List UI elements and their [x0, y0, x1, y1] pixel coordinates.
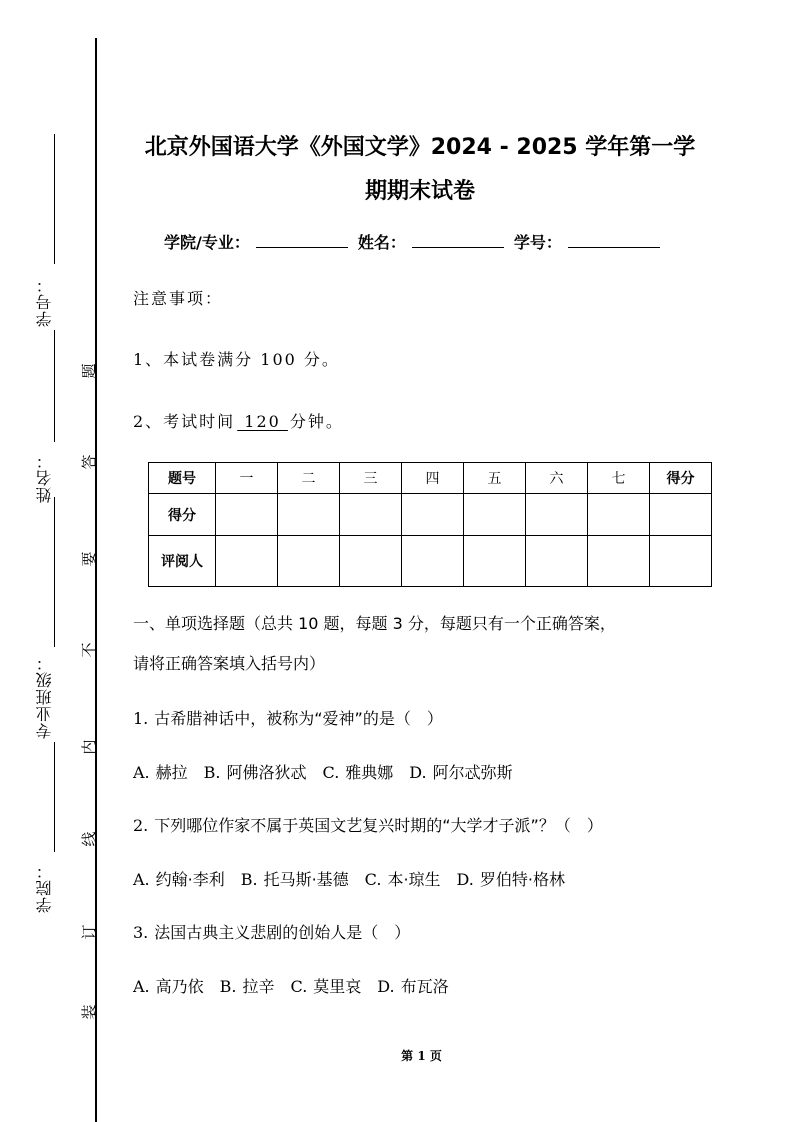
margin-rule-major-class: [54, 497, 55, 647]
seal-char: 不: [80, 642, 98, 658]
margin-label-major-class: 专业班级：: [35, 654, 54, 739]
grader-cell[interactable]: [216, 536, 278, 587]
question-1-options: [133, 760, 529, 783]
score-table-row-grader: [149, 536, 712, 587]
score-row-label: 得分: [149, 494, 216, 536]
question-text: 古希腊神话中，被称为“爱神”的是（ ）: [154, 709, 443, 728]
college-major-label: 学院/专业：: [164, 233, 250, 252]
seal-char: 答: [80, 454, 98, 470]
score-cell[interactable]: [216, 494, 278, 536]
score-table-header-cell: 四: [402, 463, 464, 494]
question-3: [133, 920, 410, 943]
score-table-header-cell: 三: [340, 463, 402, 494]
option-d[interactable]: D. 布瓦洛: [377, 977, 449, 996]
score-table-header-cell: 五: [464, 463, 526, 494]
score-cell[interactable]: [526, 494, 588, 536]
grader-cell[interactable]: [588, 536, 650, 587]
score-table-header-cell: 一: [216, 463, 278, 494]
question-3-options: [133, 974, 465, 997]
score-table-header-cell: 七: [588, 463, 650, 494]
college-major-blank[interactable]: [256, 232, 348, 248]
question-2: [133, 813, 603, 836]
margin-label-student-id: 学号：: [35, 276, 54, 327]
option-d[interactable]: D. 罗伯特·格林: [456, 870, 565, 889]
score-table: [148, 462, 712, 587]
score-table-row-score: [149, 494, 712, 536]
option-c[interactable]: C. 本·琼生: [364, 870, 441, 889]
option-b[interactable]: B. 阿佛洛狄忒: [203, 763, 307, 782]
score-cell[interactable]: [588, 494, 650, 536]
question-number: 3.: [133, 923, 149, 942]
name-label: 姓名：: [357, 233, 406, 252]
seal-char: 要: [80, 551, 98, 567]
option-c[interactable]: C. 雅典娜: [322, 763, 394, 782]
page-number: 第 1 页: [401, 1049, 442, 1063]
question-2-options: [133, 867, 581, 890]
grader-cell-total[interactable]: [650, 536, 712, 587]
question-number: 1.: [133, 709, 149, 728]
option-b[interactable]: B. 托马斯·基德: [240, 870, 349, 889]
grader-cell[interactable]: [278, 536, 340, 587]
score-cell[interactable]: [340, 494, 402, 536]
note-item-2-suffix: 分钟。: [289, 412, 344, 431]
student-id-blank[interactable]: [568, 232, 660, 248]
grader-cell[interactable]: [464, 536, 526, 587]
score-table-header-cell: 得分: [650, 463, 712, 494]
option-a[interactable]: A. 高乃依: [133, 977, 204, 996]
question-number: 2.: [133, 816, 149, 835]
seal-char: 内: [80, 739, 98, 755]
seal-char: 装: [80, 1004, 98, 1020]
exam-duration-value: 120: [237, 412, 288, 431]
exam-title-line2: 期期末试卷: [364, 179, 475, 204]
grader-cell[interactable]: [526, 536, 588, 587]
margin-label-name: 姓名：: [35, 452, 54, 503]
grader-cell[interactable]: [340, 536, 402, 587]
grader-cell[interactable]: [402, 536, 464, 587]
note-item-2-prefix: 2、考试时间: [133, 412, 236, 431]
score-cell[interactable]: [402, 494, 464, 536]
notes-heading: 注意事项：: [133, 289, 224, 308]
score-table-header-cell: 二: [278, 463, 340, 494]
option-d[interactable]: D. 阿尔忒弥斯: [409, 763, 513, 782]
option-c[interactable]: C. 莫里哀: [290, 977, 362, 996]
seal-char: 线: [80, 831, 98, 847]
name-blank[interactable]: [412, 232, 504, 248]
section1-heading-line1: 一、单项选择题（总共 10 题，每题 3 分，每题只有一个正确答案，: [133, 614, 616, 633]
score-cell[interactable]: [278, 494, 340, 536]
score-table-header-row: [149, 463, 712, 494]
question-text: 下列哪位作家不属于英国文艺复兴时期的“大学才子派”？（ ）: [154, 816, 603, 835]
binding-line: [95, 38, 97, 1122]
score-table-header-cell: 题号: [149, 463, 216, 494]
seal-char: 订: [80, 924, 98, 940]
student-id-label: 学号：: [513, 233, 562, 252]
margin-rule-name: [54, 330, 55, 442]
exam-title-line1: 北京外国语大学《外国文学》2024 - 2025 学年第一学: [144, 135, 696, 160]
grader-row-label: 评阅人: [149, 536, 216, 587]
margin-rule-student-id: [54, 134, 55, 264]
option-a[interactable]: A. 赫拉: [133, 763, 188, 782]
question-1: [133, 706, 443, 729]
section1-heading-line2: 请将正确答案填入括号内）: [133, 654, 326, 673]
note-item-1: 1、本试卷满分 100 分。: [133, 350, 340, 369]
note-item-2: [133, 409, 344, 432]
score-cell-total[interactable]: [650, 494, 712, 536]
score-cell[interactable]: [464, 494, 526, 536]
student-info-line: [164, 230, 670, 253]
question-text: 法国古典主义悲剧的创始人是（ ）: [154, 923, 411, 942]
seal-char: 题: [80, 363, 98, 379]
option-a[interactable]: A. 约翰·李利: [133, 870, 225, 889]
margin-label-college: 学院：: [35, 862, 54, 913]
margin-rule-college: [54, 742, 55, 852]
score-table-header-cell: 六: [526, 463, 588, 494]
option-b[interactable]: B. 拉辛: [219, 977, 275, 996]
